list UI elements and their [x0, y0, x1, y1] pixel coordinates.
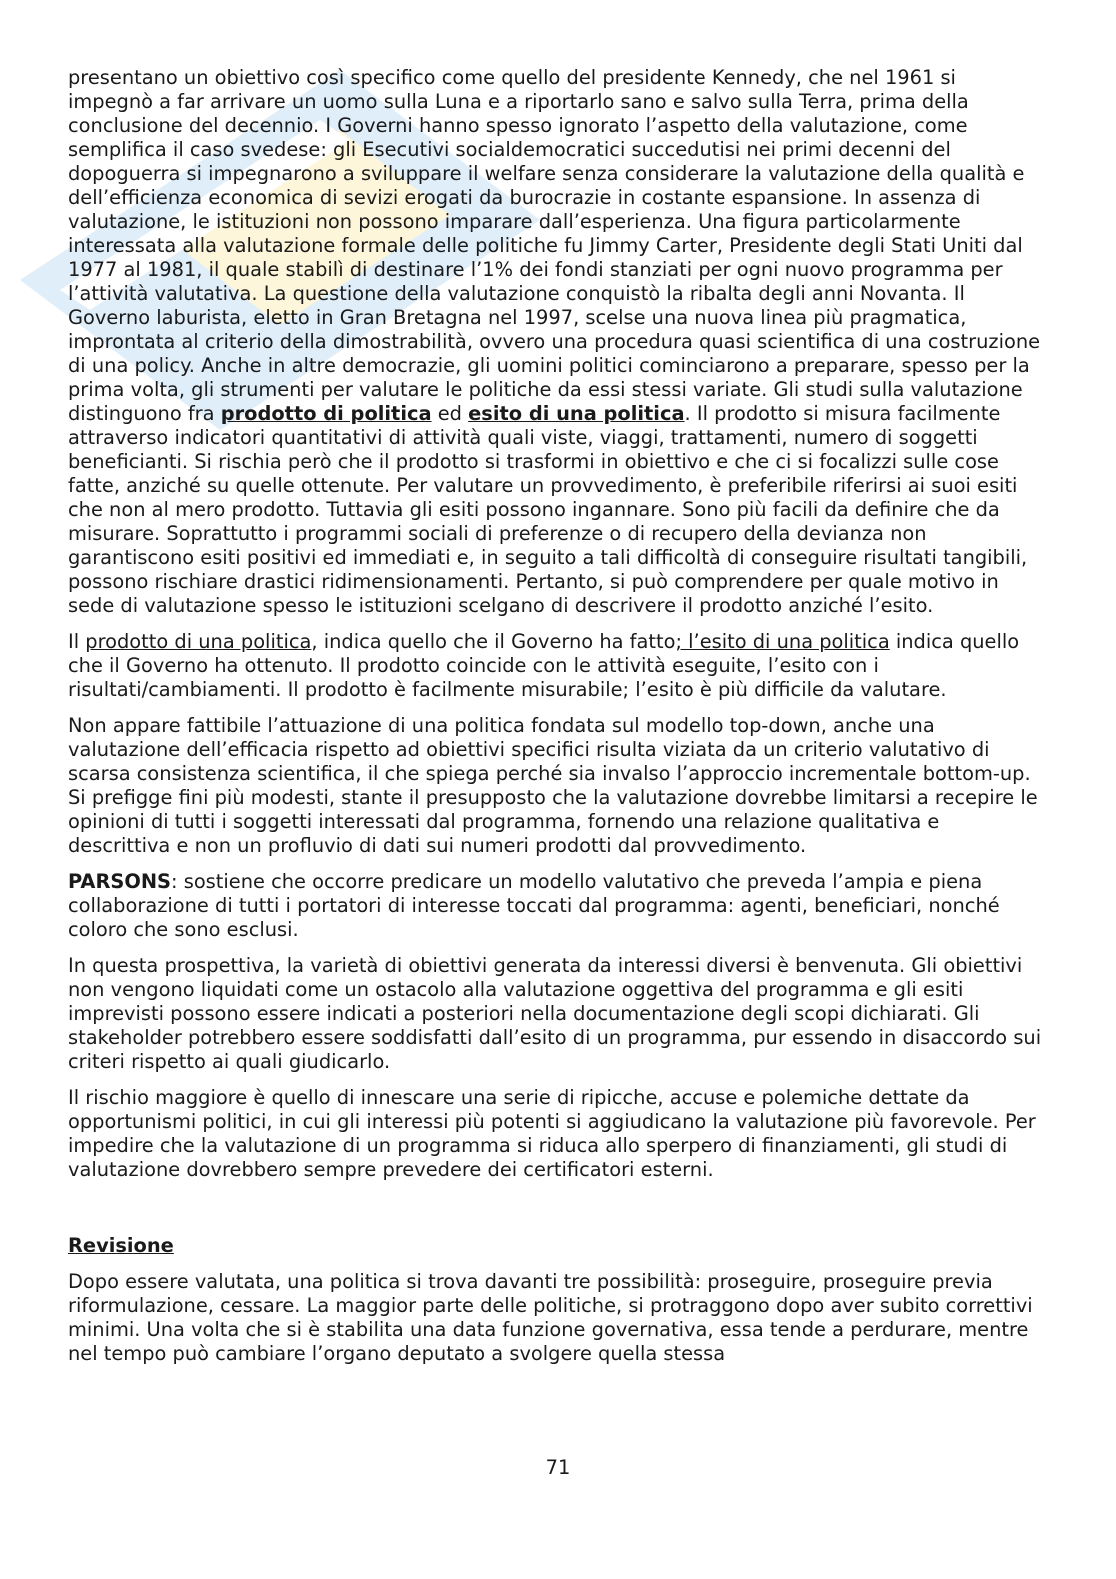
text-run: , indica quello che il Governo ha fatto [311, 630, 676, 653]
page-number: 71 [545, 1456, 571, 1479]
text-run: indica quello che il Governo ha ottenuto. Il prodotto coincide con le attività eseguite, l’esito con i risultati/cambiamenti. Il prodotto è facilmente misurabile; l’esito è più difficile da valutare. [68, 630, 1020, 701]
text-run: Il [68, 630, 86, 653]
term-esito: ; l’esito di una politica [675, 630, 890, 653]
term-prodotto-di-politica: prodotto di politica [220, 402, 432, 425]
term-prodotto: prodotto di una politica [85, 630, 312, 653]
paragraph-prospettiva: In questa prospettiva, la varietà di obiettivi generata da interessi diversi è benvenuta. Gli obiettivi non vengono liquidati come un ostacolo alla valutazione oggettiva del programma e gli esiti imprevisti possono essere indicati a posteriori nella documentazione degli scopi dichiarati. Gli stakeholder potrebbero essere soddisfatti dall’esito di un programma, pur essendo in disaccordo sui criteri rispetto ai quali giudicarlo. [68, 954, 1042, 1073]
paragraph-rischio: Il rischio maggiore è quello di innescare una serie di ripicche, accuse e polemiche dettate da opportunismi politici, in cui gli interessi più potenti si aggiudicano la valutazione più favorevole. Per impedire che la valutazione di un programma si riduca allo sperpero di finanziamenti, gli studi di valutazione dovrebbero sempre prevedere dei certificatori esterni. [68, 1086, 1036, 1181]
paragraph-evaluation [68, 66, 1043, 618]
section-heading-revisione: Revisione [68, 1234, 174, 1257]
document-page [68, 66, 1043, 1378]
text-run: ed [431, 402, 469, 425]
text-run: . Il prodotto si misura facilmente attraverso indicatori quantitativi di attività quali viste, viaggi, trattamenti, numero di soggetti beneficianti. Si rischia però che il prodotto si trasformi in obiettivo e che ci si focalizzi sulle cose fatte, anziché su quelle ottenute. Per valutare un provvedimento, è preferibile riferirsi ai suoi esiti che non al mero prodotto. Tuttavia gli esiti possono ingannare. Sono più facili da definire che da misurare. Soprattutto i programmi sociali di preferenze o di recupero della devianza non garantiscono esiti positivi ed immediati e, in seguito a tali difficoltà di conseguire risultati tangibili, possono rischiare drastici ridimensionamenti. Pertanto, si può comprendere per quale motivo in sede di valutazione spesso le istituzioni scelgano di descrivere il prodotto anziché l’esito. [68, 402, 1028, 617]
text-run: presentano un obiettivo così specifico come quello del presidente Kennedy, che nel 1961 si impegnò a far arrivare un uomo sulla Luna e a riportarlo sano e salvo sulla Terra, prima della conclusione del decennio. I Governi hanno spesso ignorato l’aspetto della valutazione, come semplifica il caso svedese: gli Esecutivi socialdemocratici succedutisi nei primi decenni del dopoguerra si impegnarono a sviluppare il welfare senza considerare la valutazione della qualità e dell’efficienza economica di sevizi erogati da burocrazie in costante espansione. In assenza di valutazione, le istituzioni non possono imparare dall’esperienza. Una figura particolarmente interessata alla valutazione formale delle politiche fu Jimmy Carter, Presidente degli Stati Uniti dal 1977 al 1981, il quale stabilì di destinare l’1% dei fondi stanziati per ogni nuovo programma per l’attività valutativa. La questione della valutazione conquistò la ribalta degli anni Novanta. Il Governo laburista, eletto in Gran Bretagna nel 1997, scelse una nuova linea più pragmatica, improntata al criterio della dimostrabilità, ovvero una procedura quasi scientifica di una costruzione di una policy. Anche in altre democrazie, gli uomini politici cominciarono a preparare, spesso per la prima volta, gli strumenti per valutare le politiche da essi stessi variate. Gli studi sulla valutazione distinguono fra [68, 66, 1041, 425]
paragraph-parsons [68, 870, 1043, 942]
paragraph-prodotto-esito [68, 630, 1043, 702]
paragraph-revisione: Dopo essere valutata, una politica si trova davanti tre possibilità: proseguire, proseguire previa riformulazione, cessare. La maggior parte delle politiche, si protraggono dopo aver subito correttivi minimi. Una volta che si è stabilita una data funzione governativa, essa tende a perdurare, mentre nel tempo può cambiare l’organo deputato a svolgere quella stessa [68, 1270, 1033, 1365]
term-esito-di-una-politica: esito di una politica [468, 402, 685, 425]
text-run: : sostiene che occorre predicare un modello valutativo che preveda l’ampia e piena collaborazione di tutti i portatori di interesse toccati dal programma: agenti, beneficiari, nonché coloro che sono esclusi. [68, 870, 1000, 941]
author-parsons: PARSONS [68, 870, 172, 893]
paragraph-top-down: Non appare fattibile l’attuazione di una politica fondata sul modello top-down, anche una valutazione dell’efficacia rispetto ad obiettivi specifici risulta viziata da un criterio valutativo di scarsa consistenza scientifica, il che spiega perché sia invalso l’approccio incrementale bottom-up. Si prefigge fini più modesti, stante il presupposto che la valutazione dovrebbe limitarsi a recepire le opinioni di tutti i soggetti interessati dal programma, fornendo una relazione qualitativa e descrittiva e non un profluvio di dati sui numeri prodotti dal provvedimento. [68, 714, 1038, 857]
